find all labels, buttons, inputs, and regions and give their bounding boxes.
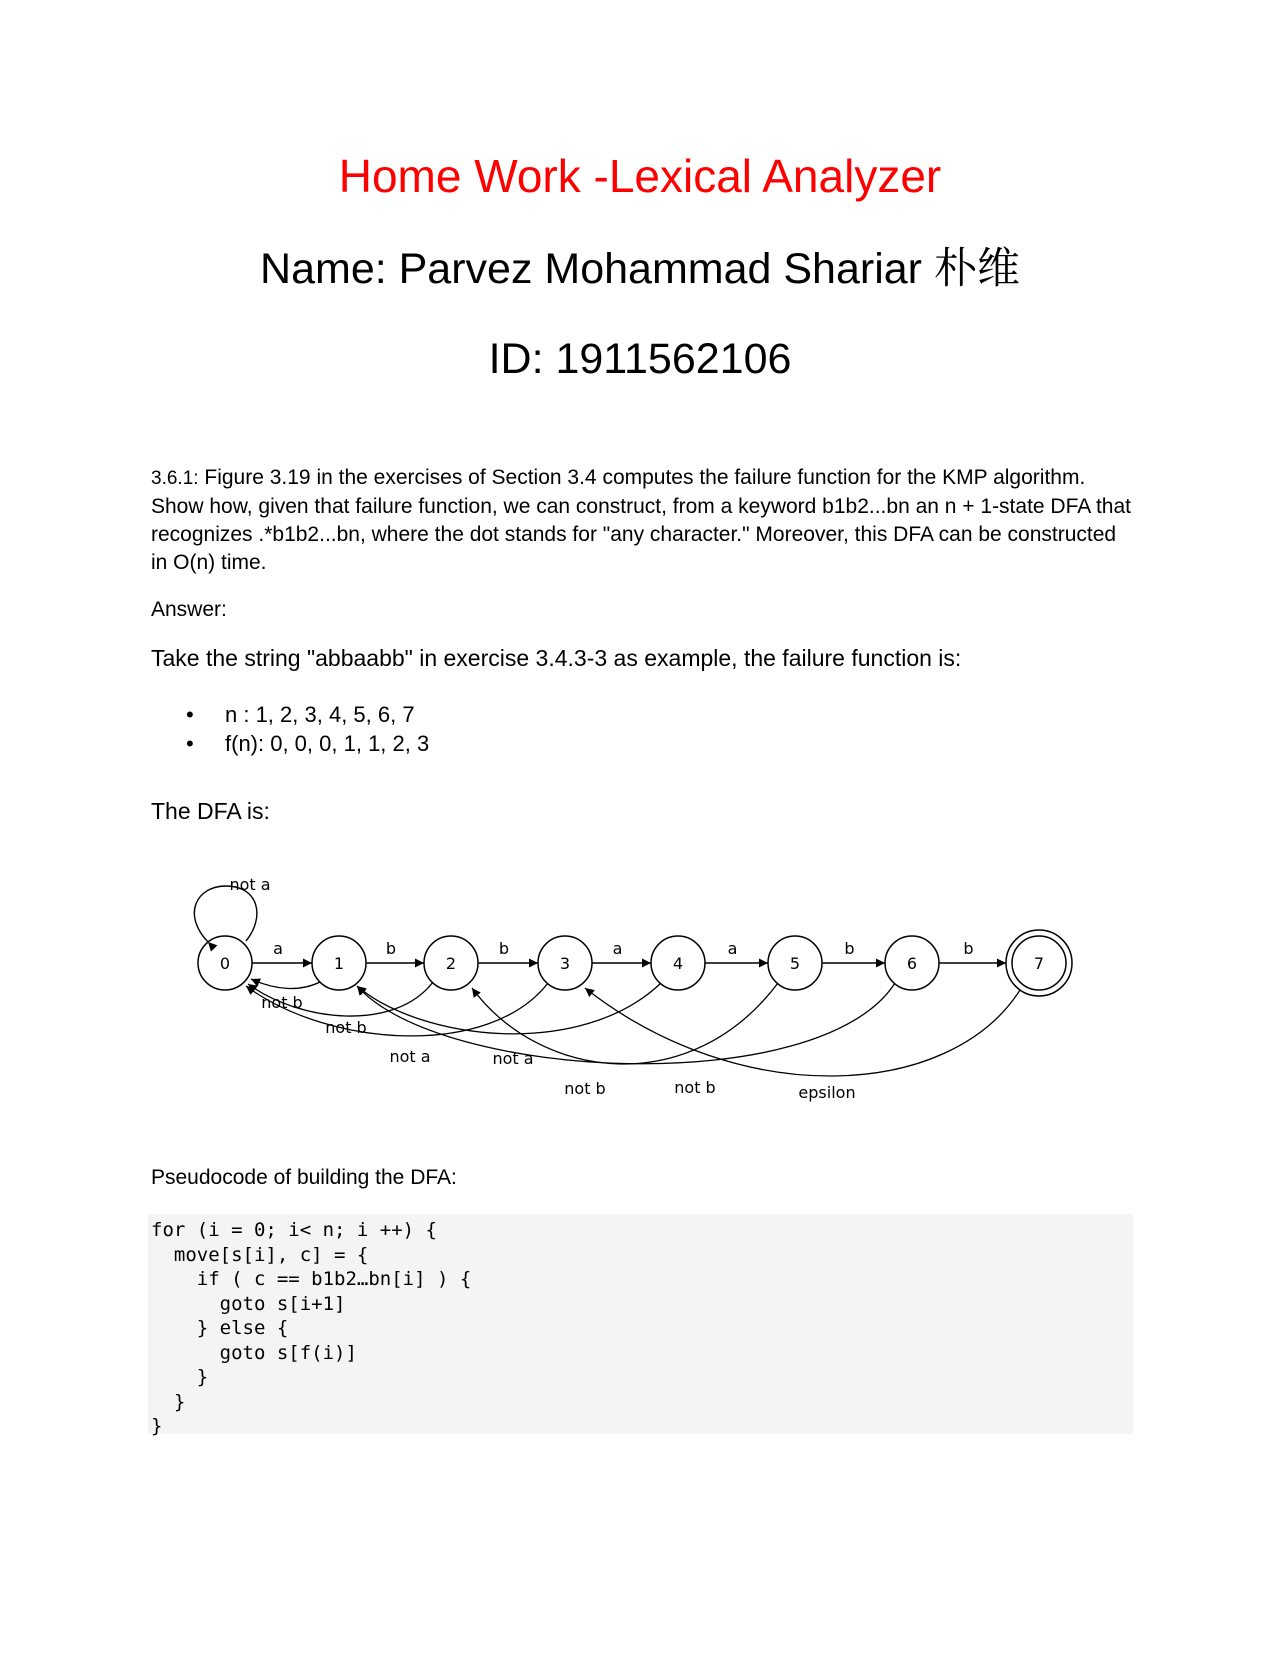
dfa-back-label: not b <box>261 993 303 1012</box>
dfa-forward-label: a <box>612 939 623 958</box>
bullet-icon: • <box>186 702 194 727</box>
answer-label: Answer: <box>151 598 227 621</box>
failure-f-row: f(n): 0, 0, 0, 1, 1, 2, 3 <box>225 731 430 756</box>
pseudocode-label: Pseudocode of building the DFA: <box>151 1166 457 1189</box>
dfa-forward-label: a <box>727 939 738 958</box>
question-body: Figure 3.19 in the exercises of Section 3.4 computes the failure function for the KMP algorithm. Show how, given that failure function, we can construct, from a keyword b1b2...bn an n + 1-state DFA that recognizes .*b1b2...bn, where the dot stands for "any character." Moreover, this DFA can be constructed in O(n) time. <box>151 466 1131 574</box>
dfa-forward-label: b <box>498 939 510 958</box>
dfa-forward-label: b <box>385 939 397 958</box>
dfa-back-edge <box>585 988 1020 1076</box>
dfa-forward-label: b <box>844 939 855 958</box>
dfa-state-label: 7 <box>1033 954 1045 973</box>
dfa-forward-label: a <box>273 939 283 958</box>
dfa-state-label: 3 <box>559 954 571 973</box>
pseudocode: for (i = 0; i< n; i ++) { move[s[i], c] = { if ( c == b1b2…bn[i] ) { goto s[i+1] } else { goto s[f(i)] } } } <box>151 1219 472 1437</box>
author-name: Name: Parvez Mohammad Shariar 朴维 <box>260 245 1020 293</box>
answer-intro: Take the string "abbaabb" in exercise 3.4.3-3 as example, the failure function is: <box>151 645 962 671</box>
dfa-back-label: not b <box>325 1018 367 1037</box>
dfa-self-loop-label: not a <box>229 875 271 894</box>
dfa-back-label: not b <box>674 1078 716 1097</box>
dfa-back-label: not a <box>492 1049 534 1068</box>
dfa-state-label: 4 <box>672 954 684 973</box>
dfa-back-edge <box>251 979 320 988</box>
dfa-state-label: 6 <box>906 954 918 973</box>
code-block <box>148 1214 1133 1437</box>
student-id: ID: 1911562106 <box>488 335 792 383</box>
dfa-label: The DFA is: <box>151 798 270 824</box>
dfa-back-label: epsilon <box>798 1083 856 1102</box>
dfa-state-label: 5 <box>789 954 801 973</box>
bullet-icon: • <box>186 731 194 756</box>
dfa-state-label: 0 <box>219 954 231 973</box>
dfa-back-edge <box>357 983 895 1064</box>
page-title: Home Work -Lexical Analyzer <box>338 150 942 202</box>
dfa-state-label: 2 <box>445 954 457 973</box>
dfa-back-label: not a <box>389 1047 431 1066</box>
failure-n-row: n : 1, 2, 3, 4, 5, 6, 7 <box>225 702 415 727</box>
dfa-state-label: 1 <box>333 954 345 973</box>
dfa-forward-label: b <box>963 939 974 958</box>
question-number: 3.6.1: <box>151 468 199 489</box>
dfa-back-label: not b <box>564 1079 606 1098</box>
dfa-self-loop <box>194 886 257 942</box>
